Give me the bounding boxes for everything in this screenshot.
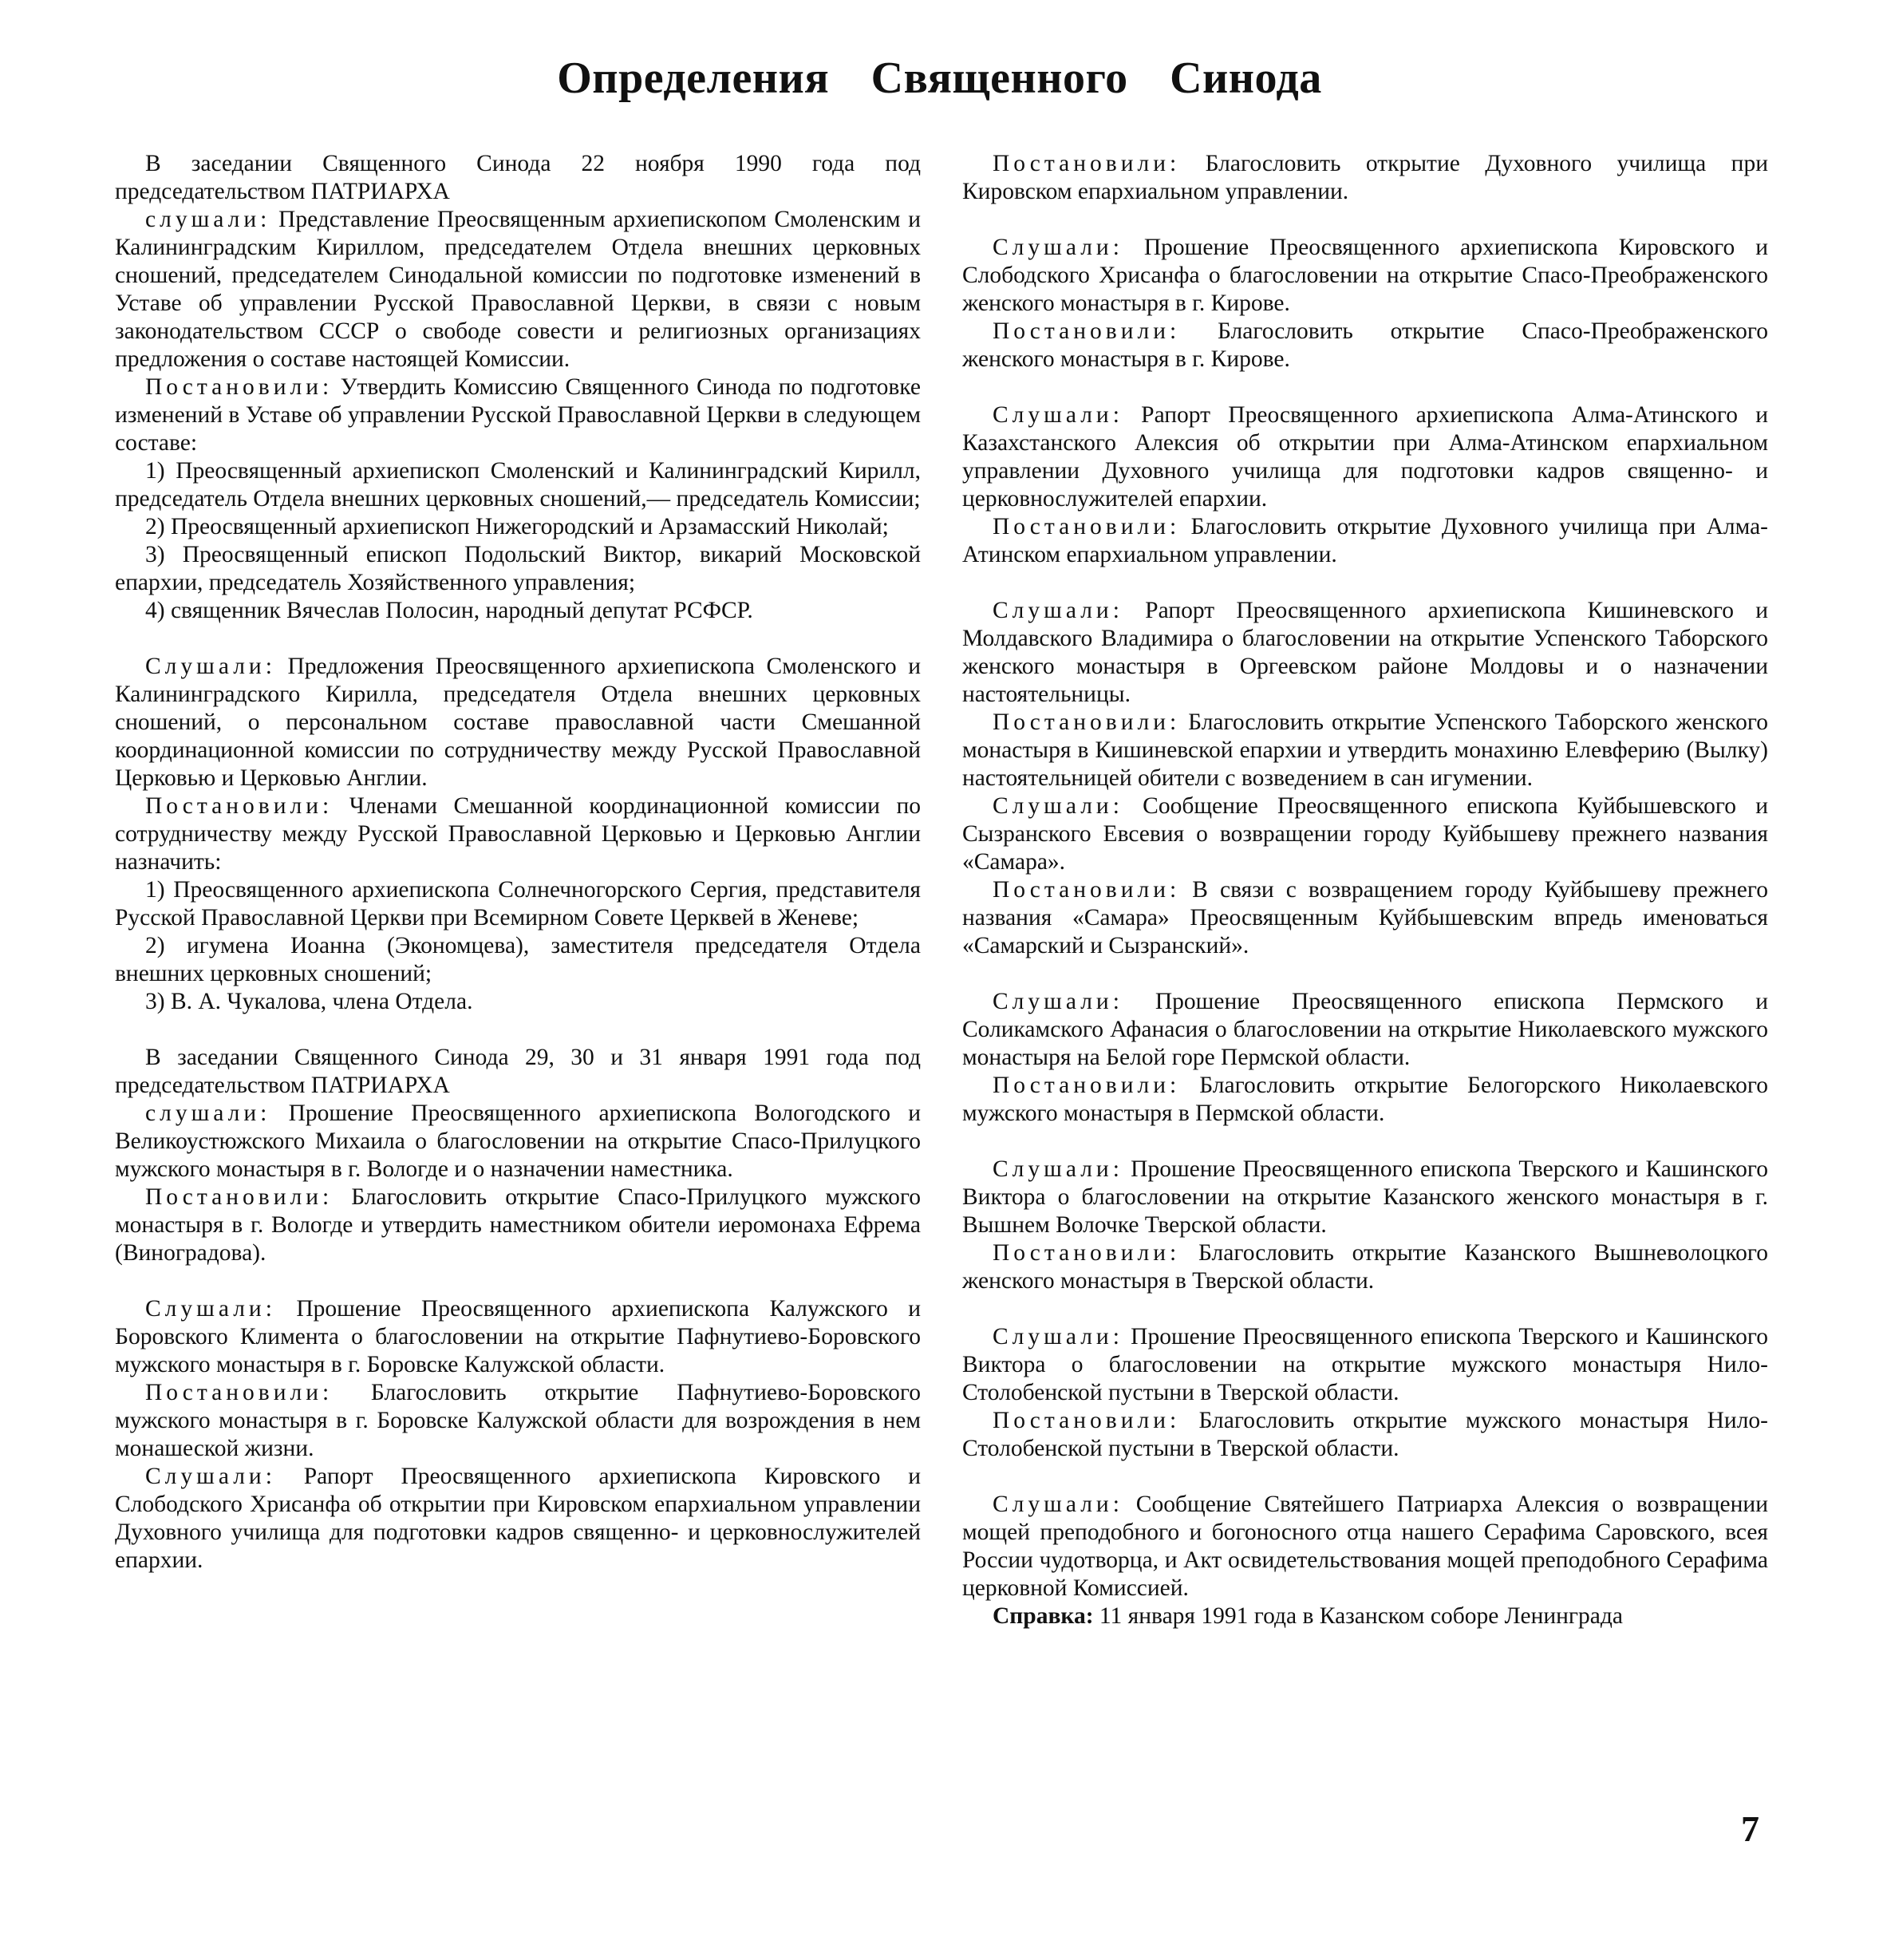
resolved-label: Постановили: xyxy=(145,1184,334,1210)
heard-paragraph xyxy=(115,206,921,373)
heard-label: слушали: xyxy=(145,1101,271,1126)
section-gap xyxy=(962,569,1768,597)
resolved-label: Постановили: xyxy=(993,1073,1181,1098)
heard-label: Слушали: xyxy=(145,1296,276,1322)
resolved-label: Постановили: xyxy=(145,374,334,400)
heard-text: Предложения Преосвященного архиепископа Смоленского и Калининградского Кирилла, председателя Отдела внешних церковных сношений, о персональном составе православной части Смешанной координационной комиссии по сотрудничеству между Русской Православной Церковью и Церковью Англии. xyxy=(115,654,921,791)
section-gap xyxy=(962,1128,1768,1156)
heard-label: Слушали: xyxy=(993,793,1123,819)
heard-text: Рапорт Преосвященного архиепископа Алма-Атинского и Казахстанского Алексия об открытии при Алма-Атинском епархиальном управлении Духовного училища для подготовки кадров священно- и церковнослужителей епархии. xyxy=(962,402,1768,512)
resolved-text: Благословить открытие Казанского Вышневолоцкого женского монастыря в Тверской области. xyxy=(962,1240,1768,1294)
page-title: Определения Священного Синода xyxy=(557,53,1322,103)
heard-paragraph xyxy=(962,988,1768,1072)
resolved-text: В связи с возвращением городу Куйбышеву прежнего названия «Самара» Преосвященным Куйбышевским впредь именоваться «Самарский и Сызранский». xyxy=(962,877,1768,958)
resolved-text: Благословить открытие Спасо-Преображенского женского монастыря в г. Кирове. xyxy=(962,318,1768,372)
heard-label: Слушали: xyxy=(145,1464,276,1489)
section-gap xyxy=(962,1295,1768,1323)
section-gap xyxy=(115,1267,921,1295)
heard-paragraph xyxy=(962,401,1768,513)
heard-label: слушали: xyxy=(145,207,271,232)
resolved-label: Постановили: xyxy=(993,318,1181,344)
heard-text: Прошение Преосвященного архиепископа Калужского и Боровского Климента о благословении на открытие Пафнутиево-Боровского мужского монастыря в г. Боровске Калужской области. xyxy=(115,1296,921,1377)
resolved-label: Постановили: xyxy=(993,877,1181,903)
resolved-text: Благословить открытие мужского монастыря Нило-Столобенской пустыни в Тверской области. xyxy=(962,1408,1768,1461)
resolved-text: Благословить открытие Пафнутиево-Боровского мужского монастыря в г. Боровске Калужской области для возрождения в нем монашеской жизни. xyxy=(115,1380,921,1461)
resolved-text: Благословить открытие Спасо-Прилуцкого мужского монастыря в г. Вологде и утвердить наместником обители иеромонаха Ефрема (Виноградова). xyxy=(115,1184,921,1266)
heard-paragraph xyxy=(115,1295,921,1379)
resolved-label: Постановили: xyxy=(993,709,1181,735)
session-intro-1: В заседании Священного Синода 22 ноября 1990 года под председательством ПАТРИАРХА xyxy=(115,151,921,204)
heard-paragraph xyxy=(115,653,921,792)
heard-paragraph xyxy=(115,1463,921,1575)
heard-paragraph xyxy=(962,1156,1768,1239)
section-gap xyxy=(115,1016,921,1044)
section-gap xyxy=(115,625,921,653)
resolved-label: Постановили: xyxy=(993,514,1181,539)
resolved-paragraph xyxy=(962,318,1768,373)
heard-text: Прошение Преосвященного епископа Тверского и Кашинского Виктора о благословении на открытие мужского монастыря Нило-Столобенской пустыни в Тверской области. xyxy=(962,1324,1768,1405)
heard-label: Слушали: xyxy=(993,1324,1123,1349)
note-paragraph xyxy=(962,1602,1768,1630)
heard-label: Слушали: xyxy=(145,654,276,679)
list-item: 3) Преосвященный епископ Подольский Виктор, викарий Московской епархии, председатель Хозяйственного управления; xyxy=(115,542,921,595)
list-item: 1) Преосвященный архиепископ Смоленский и Калининградский Кирилл, председатель Отдела внешних церковных сношений,— председатель Комиссии; xyxy=(115,458,921,512)
resolved-text: Благословить открытие Белогорского Николаевского мужского монастыря в Пермской области. xyxy=(962,1073,1768,1126)
resolved-text: Утвердить Комиссию Священного Синода по подготовке изменений в Уставе об управлении Русской Православной Церкви в следующем составе: xyxy=(115,374,921,456)
heard-text: Прошение Преосвященного епископа Пермского и Соликамского Афанасия о благословении на открытие Николаевского мужского монастыря на Белой горе Пермской области. xyxy=(962,989,1768,1070)
heard-text: Рапорт Преосвященного архиепископа Кировского и Слободского Хрисанфа об открытии при Кировском епархиальном управлении Духовного училища для подготовки кадров священно- и церковнослужителей епархии. xyxy=(115,1464,921,1573)
heard-label: Слушали: xyxy=(993,989,1123,1014)
note-text: 11 января 1991 года в Казанском соборе Ленинграда xyxy=(1093,1603,1623,1629)
right-column xyxy=(962,150,1768,1630)
resolved-paragraph xyxy=(962,709,1768,792)
note-label: Справка: xyxy=(993,1603,1094,1629)
resolved-text: Благословить открытие Духовного училища при Алма-Атинском епархиальном управлении. xyxy=(962,514,1768,567)
heard-label: Слушали: xyxy=(993,235,1123,260)
heard-paragraph xyxy=(962,1323,1768,1407)
resolved-label: Постановили: xyxy=(145,793,334,819)
heard-text: Сообщение Святейшего Патриарха Алексия о возвращении мощей преподобного и богоносного отца нашего Серафима Саровского, всея России чудотворца, и Акт освидетельствования мощей преподобного Серафима церковной Комиссией. xyxy=(962,1492,1768,1601)
heard-paragraph xyxy=(962,1491,1768,1602)
resolved-label: Постановили: xyxy=(993,1240,1181,1266)
heard-text: Прошение Преосвященного архиепископа Вологодского и Великоустюжского Михаила о благословении на открытие Спасо-Прилуцкого мужского монастыря в г. Вологде и о назначении наместника. xyxy=(115,1101,921,1182)
resolved-text: Благословить открытие Успенского Таборского женского монастыря в Кишиневской епархии и утвердить монахиню Елевферию (Вылку) настоятельницей обители с возведением в сан игумении. xyxy=(962,709,1768,791)
resolved-paragraph xyxy=(962,1072,1768,1128)
resolved-label: Постановили: xyxy=(993,151,1181,176)
list-item: 4) священник Вячеслав Полосин, народный депутат РСФСР. xyxy=(145,598,753,623)
section-gap xyxy=(962,1463,1768,1491)
heard-label: Слушали: xyxy=(993,1492,1123,1517)
heard-text: Прошение Преосвященного епископа Тверского и Кашинского Виктора о благословении на открытие Казанского женского монастыря в г. Вышнем Волочке Тверской области. xyxy=(962,1156,1768,1238)
resolved-paragraph xyxy=(115,1379,921,1463)
section-gap xyxy=(962,373,1768,401)
list-item: 2) Преосвященный архиепископ Нижегородский и Арзамасский Николай; xyxy=(145,514,889,539)
resolved-paragraph xyxy=(962,513,1768,569)
resolved-paragraph xyxy=(962,150,1768,206)
resolved-paragraph xyxy=(115,373,921,457)
heard-label: Слушали: xyxy=(993,598,1123,623)
heard-paragraph xyxy=(962,597,1768,709)
section-gap xyxy=(962,960,1768,988)
left-column xyxy=(115,150,921,1575)
resolved-paragraph xyxy=(962,1407,1768,1463)
resolved-text: Членами Смешанной координационной комиссии по сотрудничеству между Русской Православной Церковью и Церковью Англии назначить: xyxy=(115,793,921,875)
heard-text: Рапорт Преосвященного архиепископа Кишиневского и Молдавского Владимира о благословении на открытие Успенского Таборского женского монастыря в Оргеевском районе Молдовы и о назначении настоятельницы. xyxy=(962,598,1768,707)
resolved-text: Благословить открытие Духовного училища при Кировском епархиальном управлении. xyxy=(962,151,1768,204)
heard-paragraph xyxy=(962,792,1768,876)
resolved-paragraph xyxy=(962,1239,1768,1295)
heard-label: Слушали: xyxy=(993,402,1123,428)
page-number: 7 xyxy=(1741,1808,1759,1849)
list-item: 2) игумена Иоанна (Экономцева), заместителя председателя Отдела внешних церковных сношений; xyxy=(115,933,921,986)
resolved-label: Постановили: xyxy=(993,1408,1181,1433)
list-item: 1) Преосвященного архиепископа Солнечногорского Сергия, представителя Русской Православной Церкви при Всемирном Совете Церквей в Женеве; xyxy=(115,877,921,931)
resolved-label: Постановили: xyxy=(145,1380,334,1405)
list-item: 3) В. А. Чукалова, члена Отдела. xyxy=(145,989,473,1014)
heard-text: Сообщение Преосвященного епископа Куйбышевского и Сызранского Евсевия о возвращении городу Куйбышеву прежнего названия «Самара». xyxy=(962,793,1768,875)
heard-paragraph xyxy=(115,1100,921,1184)
resolved-paragraph xyxy=(115,1184,921,1267)
heard-label: Слушали: xyxy=(993,1156,1123,1182)
resolved-paragraph xyxy=(962,876,1768,960)
heard-text: Прошение Преосвященного архиепископа Кировского и Слободского Хрисанфа о благословении на открытие Спасо-Преображенского женского монастыря в г. Кирове. xyxy=(962,235,1768,316)
session-intro-2: В заседании Священного Синода 29, 30 и 31 января 1991 года под председательством ПАТРИАРХА xyxy=(115,1045,921,1098)
heard-paragraph xyxy=(962,234,1768,318)
heard-text: Представление Преосвященным архиепископом Смоленским и Калининградским Кириллом, председателем Отдела внешних церковных сношений, председателем Синодальной комиссии по подготовке изменений в Уставе об управлении Русской Православной Церкви, в связи с новым законодательством СССР о свободе совести и религиозных организациях предложения о составе настоящей Комиссии. xyxy=(115,207,921,372)
resolved-paragraph xyxy=(115,792,921,876)
section-gap xyxy=(962,206,1768,234)
